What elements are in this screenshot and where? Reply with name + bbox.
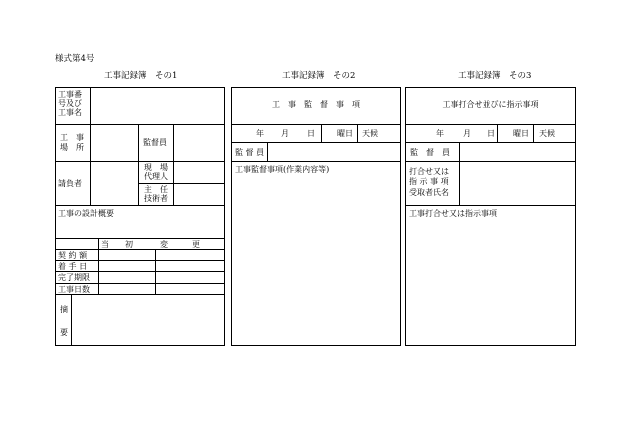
- date-day: 日: [487, 129, 495, 138]
- col-original-header: 当 初: [101, 240, 133, 249]
- col-line: [138, 124, 139, 206]
- col-line: [155, 249, 156, 295]
- frame-line: [55, 87, 56, 346]
- col-line: [90, 124, 91, 206]
- content-label: 工事打合せ又は指示事項: [409, 209, 497, 218]
- remarks-label-2: 要: [60, 328, 68, 337]
- col-line: [533, 124, 534, 143]
- sheet-2-title: 工事記録簿 その2: [282, 71, 356, 81]
- col-line: [267, 142, 268, 162]
- row-line: [55, 283, 225, 284]
- frame-line: [405, 345, 576, 346]
- row-line: [231, 142, 401, 143]
- work-number-label: 工事番 号及び 工事名: [58, 90, 82, 118]
- frame-line: [231, 87, 232, 346]
- row-line: [55, 238, 225, 239]
- sheet-2-header: 工 事 監 督 事 項: [272, 100, 360, 109]
- site-agent-label: 現 場 代理人: [144, 163, 168, 182]
- row-line: [138, 183, 225, 184]
- col-line: [497, 124, 498, 143]
- row-label-days: 工事日数: [58, 285, 90, 294]
- content-label: 工事監督事項(作業内容等): [235, 165, 330, 174]
- row-label-contract: 契 約 額: [58, 251, 88, 260]
- sheet-3-header: 工事打合せ並びに指示事項: [442, 100, 539, 109]
- row-line: [231, 161, 401, 162]
- frame-line: [55, 345, 225, 346]
- row-line: [405, 124, 576, 125]
- frame-line: [400, 87, 401, 346]
- frame-line: [224, 87, 225, 346]
- contractor-label: 請負者: [58, 179, 82, 188]
- row-line: [405, 205, 576, 206]
- supervisor-label: 監督員: [143, 138, 167, 147]
- frame-line: [405, 87, 406, 346]
- frame-line: [231, 345, 401, 346]
- frame-line: [231, 87, 401, 88]
- weather-label: 天候: [362, 129, 378, 138]
- row-line: [55, 205, 225, 206]
- col-line: [98, 238, 99, 295]
- sheet-3-title: 工事記録簿 その3: [458, 71, 532, 81]
- date-month: 月: [281, 129, 289, 138]
- row-label-start: 着 手 日: [58, 262, 88, 271]
- date-month: 月: [463, 129, 471, 138]
- col-line: [357, 124, 358, 143]
- sheet-1-title: 工事記録簿 その1: [104, 71, 178, 81]
- work-site-label: 工 事 場 所: [60, 133, 84, 153]
- date-year: 年: [256, 129, 264, 138]
- receiver-label: 打合せ又は 指 示 事 項 受取者氏名: [409, 167, 449, 197]
- row-line: [55, 124, 225, 125]
- remarks-label-1: 摘: [60, 305, 68, 314]
- date-day: 日: [307, 129, 315, 138]
- col-line: [90, 87, 91, 125]
- supervisor-label: 監 督 員: [410, 148, 450, 157]
- weekday-label: 曜日: [337, 129, 353, 138]
- weather-label: 天候: [539, 129, 555, 138]
- col-line: [173, 124, 174, 162]
- row-line: [405, 161, 576, 162]
- col-line: [71, 294, 72, 346]
- chief-engineer-label: 主 任 技術者: [144, 185, 168, 204]
- col-line: [321, 124, 322, 143]
- frame-line: [405, 87, 576, 88]
- col-change-header: 変 更: [160, 240, 200, 249]
- col-line: [459, 142, 460, 206]
- frame-line: [575, 87, 576, 346]
- row-line: [231, 124, 401, 125]
- frame-line: [55, 87, 225, 88]
- weekday-label: 曜日: [513, 129, 529, 138]
- form-id: 様式第4号: [55, 54, 95, 64]
- date-year: 年: [436, 129, 444, 138]
- row-label-deadline: 完了期限: [58, 273, 90, 282]
- row-line: [405, 142, 576, 143]
- design-outline-label: 工事の設計概要: [58, 209, 114, 218]
- col-line: [173, 161, 174, 206]
- row-line: [55, 161, 225, 162]
- supervisor-label: 監 督 員: [235, 148, 265, 157]
